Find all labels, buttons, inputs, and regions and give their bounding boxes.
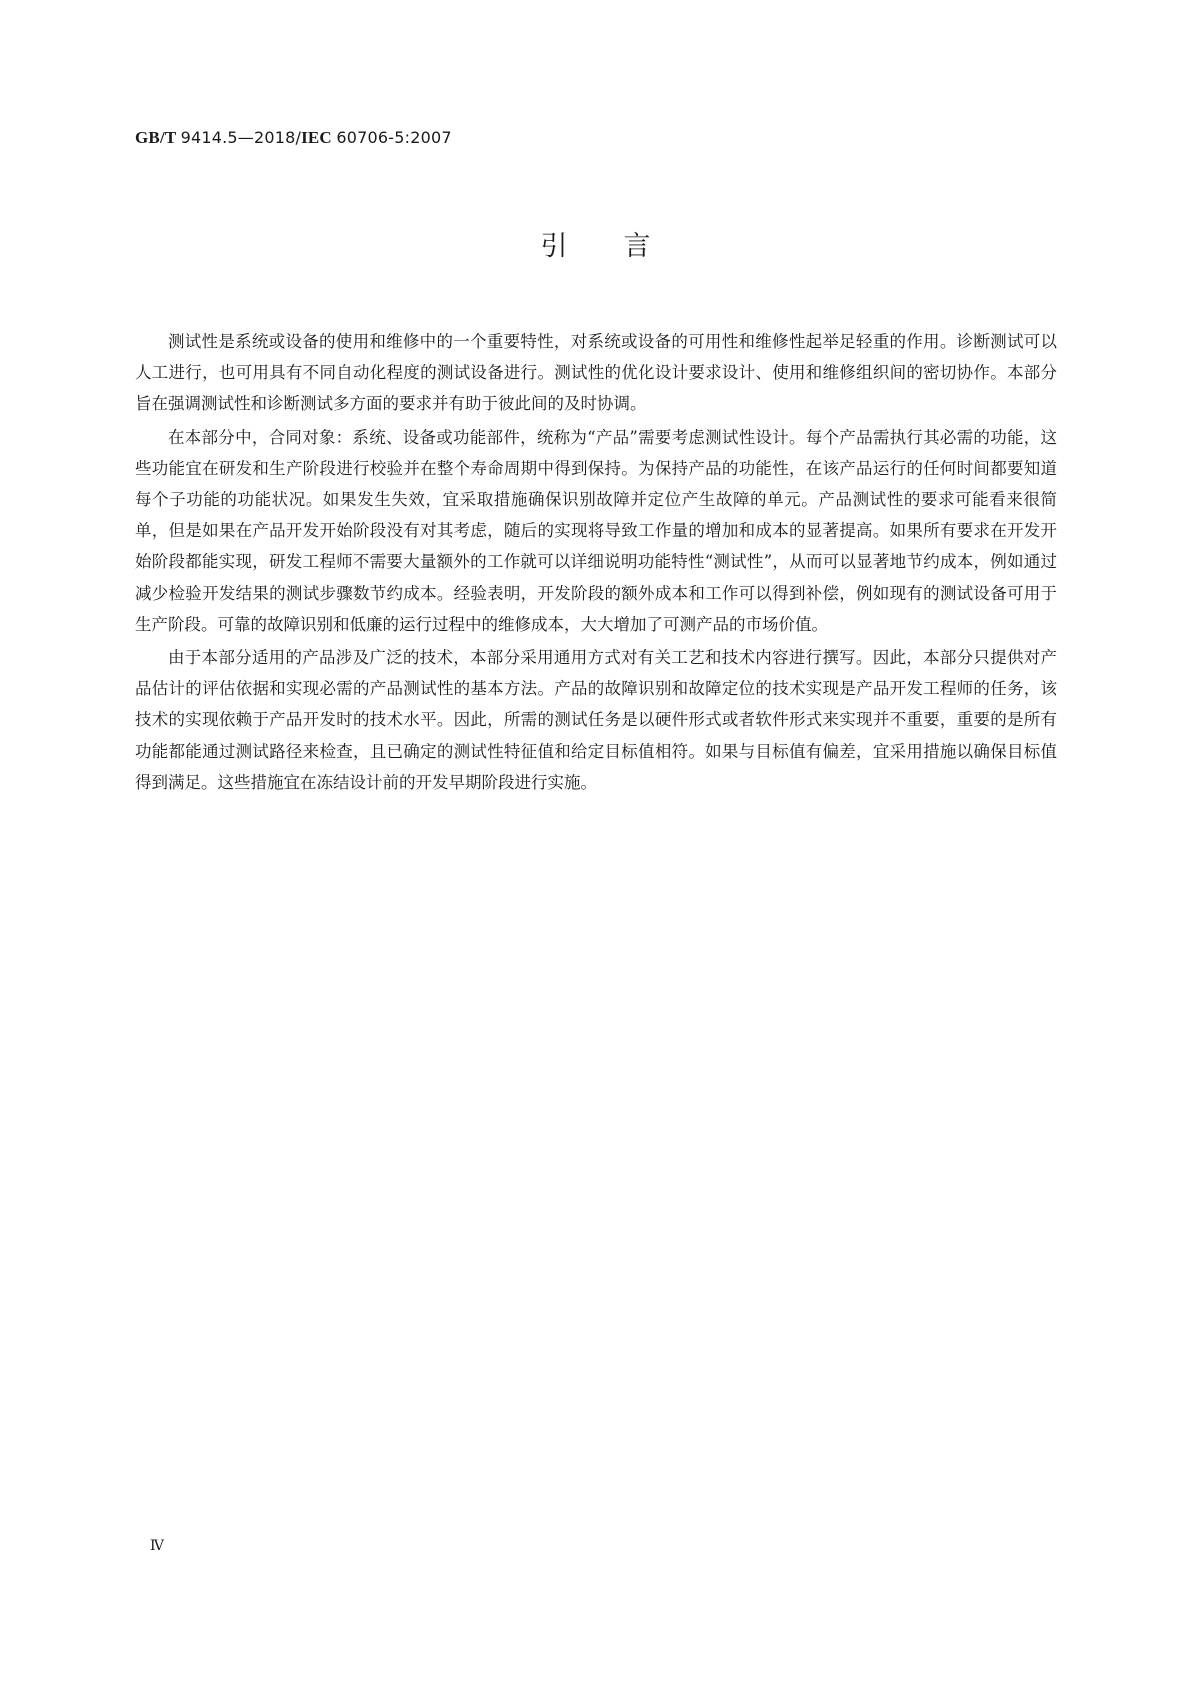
iec-number: 60706-5:2007 xyxy=(336,128,452,147)
standard-header xyxy=(135,128,452,148)
iec-prefix: IEC xyxy=(301,128,332,147)
paragraph-1: 测试性是系统或设备的使用和维修中的一个重要特性，对系统或设备的可用性和维修性起举足轻重的作用。诊断测试可以人工进行，也可用具有不同自动化程度的测试设备进行。测试性的优化设计要求设计、使用和维修组织间的密切协作。本部分旨在强调测试性和诊断测试多方面的要求并有助于彼此间的及时协调。 xyxy=(135,332,1057,414)
standard-prefix: GB/T xyxy=(135,128,177,147)
title-char-2: 言 xyxy=(623,231,651,262)
page-number: Ⅳ xyxy=(150,1539,164,1554)
paragraph-2: 在本部分中，合同对象：系统、设备或功能部件，统称为“产品”需要考虑测试性设计。每个产品需执行其必需的功能，这些功能宜在研发和生产阶段进行校验并在整个寿命周期中得到保持。为保持产品的功能性，在该产品运行的任何时间都要知道每个子功能的功能状况。如果发生失效，宜采取措施确保识别故障并定位产生故障的单元。产品测试性的要求可能看来很简单，但是如果在产品开发开始阶段没有对其考虑，随后的实现将导致工作量的增加和成本的显著提高。如果所有要求在开发开始阶段都能实现，研发工程师不需要大量额外的工作就可以详细说明功能特性“测试性”，从而可以显著地节约成本，例如通过减少检验开发结果的测试步骤数节约成本。经验表明，开发阶段的额外成本和工作可以得到补偿，例如现有的测试设备可用于生产阶段。可靠的故障识别和低廉的运行过程中的维修成本，大大增加了可测产品的市场价值。 xyxy=(135,427,1057,634)
section-title xyxy=(0,230,1191,264)
title-char-1: 引 xyxy=(540,231,568,262)
standard-number: 9414.5—2018/ xyxy=(180,128,302,147)
paragraph-3: 由于本部分适用的产品涉及广泛的技术，本部分采用通用方式对有关工艺和技术内容进行撰写。因此，本部分只提供对产品估计的评估依据和实现必需的产品测试性的基本方法。产品的故障识别和故障定位的技术实现是产品开发工程师的任务，该技术的实现依赖于产品开发时的技术水平。因此，所需的测试任务是以硬件形式或者软件形式来实现并不重要，重要的是所有功能都能通过测试路径来检查，且已确定的测试性特征值和给定目标值相符。如果与目标值有偏差，宜采用措施以确保目标值得到满足。这些措施宜在冻结设计前的开发早期阶段进行实施。 xyxy=(135,648,1057,792)
body-text xyxy=(135,326,1057,800)
